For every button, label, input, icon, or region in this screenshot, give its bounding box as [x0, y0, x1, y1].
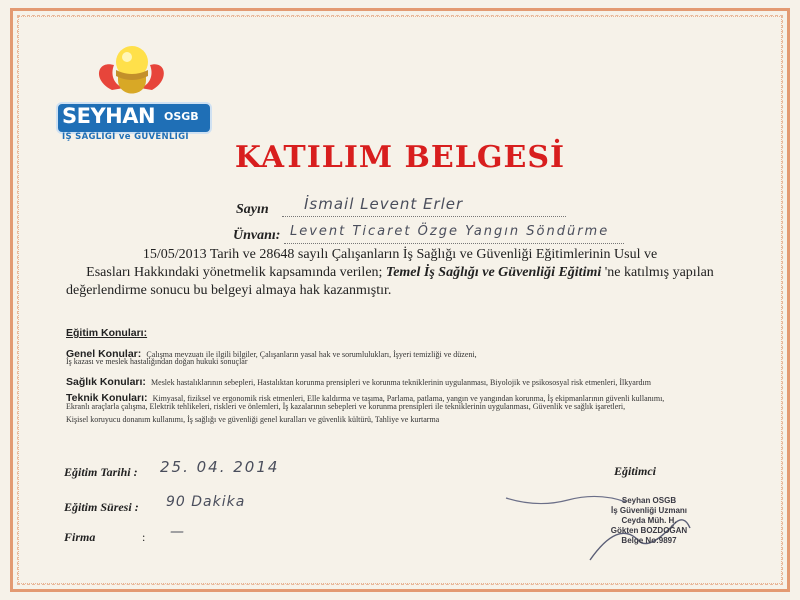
- name-label: Sayın: [236, 202, 269, 217]
- title-underline: [284, 243, 624, 244]
- general-text-1: Çalışma mevzuatı ile ilgili bilgiler, Çalışanların yasal hak ve sorumlulukları, İşyeri temizliği ve düzeni,: [146, 350, 477, 359]
- statement-line-1: 15/05/2013 Tarih ve 28648 sayılı Çalışanların İş Sağlığı ve Güvenliği Eğitimlerinin Usul ve: [142, 247, 658, 262]
- general-label: Genel Konular:: [66, 348, 142, 360]
- technical-text-2: Ekranlı araçlarla çalışma, Elektrik tehlikeleri, riskleri ve önlemleri, İş kazalarının sebepleri ve korunma prensipleri ile tekniklerinin uygulanması, Güvenlik ve sağlık işaretleri,: [66, 402, 626, 411]
- technical-text-1: Kimyasal, fiziksel ve ergonomik risk etmenleri, Elle kaldırma ve taşıma, Parlama, patlama, yangın ve yangından korunma, İş ekipmanlarının güvenli kullanımı,: [152, 394, 665, 403]
- trainer-stamp: [574, 496, 724, 546]
- statement-training-name: Temel İş Sağlığı ve Güvenliği Eğitimi: [385, 265, 602, 280]
- training-duration-value: 90 Dakika: [166, 494, 246, 510]
- trainer-label: Eğitimci: [614, 464, 656, 478]
- health-label: Sağlık Konuları:: [66, 376, 146, 388]
- certificate-title: KATILIM BELGESİ: [234, 140, 566, 175]
- training-duration-label: Eğitim Süresi :: [64, 500, 139, 514]
- firm-colon: :: [142, 530, 146, 544]
- statement-line-2: [0, 264, 800, 282]
- general-text-2: İş kazası ve meslek hastalığından doğan hukuki sonuçlar: [66, 357, 248, 366]
- stamp-line-2: İş Güvenliği Uzmanı: [610, 506, 687, 515]
- health-text: Meslek hastalıklarının sebepleri, Hastalıktan korunma prensipleri ve korunma tekniklerinin uygulanması, Biyolojik ve psikososyal risk etmenleri, İlkyardım: [151, 378, 651, 387]
- statement-line-3: değerlendirme sonucu bu belgeyi almaya hak kazanmıştır.: [66, 283, 392, 298]
- topics-heading: Eğitim Konuları:: [66, 327, 148, 339]
- firm-label: Firma: [64, 530, 96, 544]
- stamp-line-5: Belge No:9897: [621, 536, 677, 545]
- technical-label: Teknik Konuları:: [66, 392, 148, 404]
- seyhan-osgb-logo: [52, 40, 212, 150]
- title-label: Ünvanı:: [233, 228, 281, 243]
- logo-brand-suffix: OSGB: [164, 110, 199, 123]
- training-date-label: Eğitim Tarihi :: [64, 465, 138, 479]
- stamp-line-4: Gökten BOZDOĞAN: [610, 526, 688, 535]
- logo-tagline: İŞ SAĞLIĞI ve GÜVENLİĞİ: [62, 132, 189, 142]
- stamp-line-1: Seyhan OSGB: [621, 496, 677, 505]
- statement-line-2-a: Esasları Hakkındaki yönetmelik kapsamında verilen;: [86, 265, 383, 280]
- recipient-title: Levent Ticaret Özge Yangın Söndürme: [290, 224, 610, 239]
- recipient-name: İsmail Levent Erler: [304, 195, 464, 213]
- statement-line-2-b: 'ne katılmış yapılan: [604, 265, 714, 280]
- training-date-value: 25. 04. 2014: [160, 458, 280, 476]
- technical-text-3: Kişisel koruyucu donanım kullanımı, İş sağlığı ve güvenliği genel kuralları ve güvenlik kültürü, Tahliye ve kurtarma: [66, 415, 440, 424]
- name-underline: [282, 216, 566, 217]
- stamp-line-3: Ceyda Müh. H.: [621, 516, 677, 525]
- logo-brand-text: SEYHAN: [62, 104, 156, 128]
- firm-value: —: [170, 524, 185, 540]
